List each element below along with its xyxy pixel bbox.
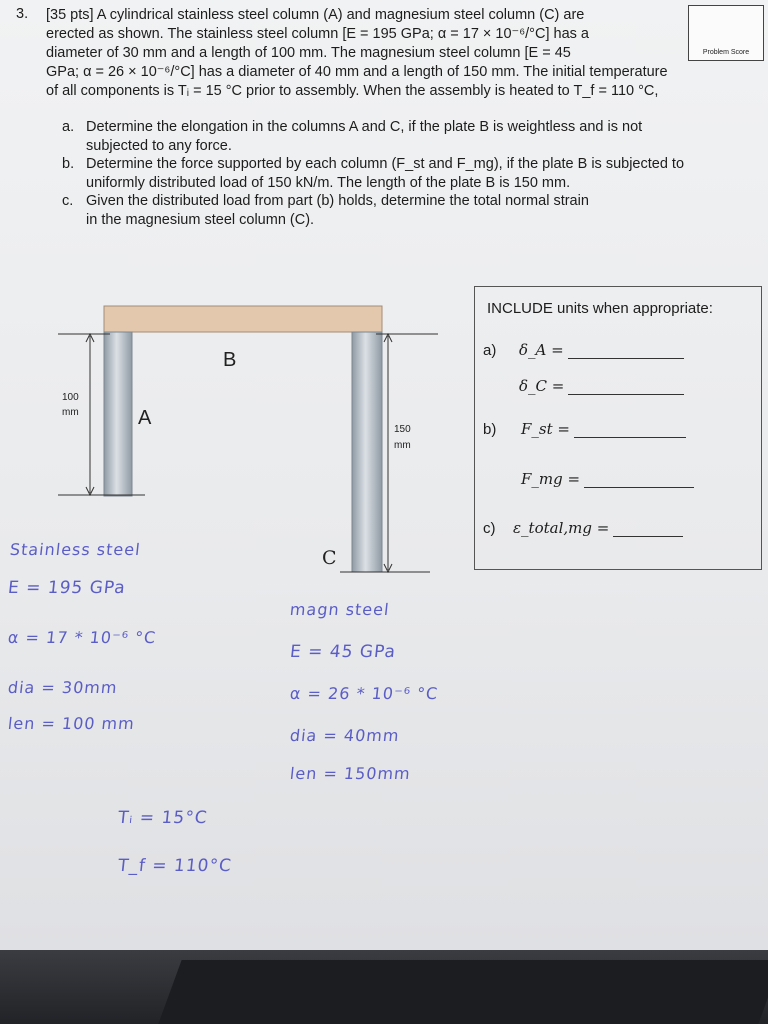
note-mg-title: magn steel [289,600,391,619]
answer-label: c) [483,520,496,537]
delta-c-symbol: δ_C = [519,377,565,395]
label-b: B [223,349,237,371]
answer-delta-a [483,341,684,359]
part-label: a. [62,119,75,135]
problem-line-1: A cylindrical stainless steel column (A) and magnesium steel column (C) are [96,7,585,23]
part-text: Given the distributed load from part (b) holds, determine the total normal strain [86,193,589,209]
label-a: A [138,407,152,429]
note-mg-alpha: α = 26 * 10⁻⁶ °C [289,684,440,703]
delta-a-symbol: δ_A = [519,341,564,359]
problem-score-box [688,5,764,61]
problem-line-4: GPa; α = 26 × 10⁻⁶/°C] has a diameter of 40 mm and a length of 150 mm. The initial temperature [46,64,668,80]
part-c [62,192,762,229]
label-c: C [322,547,337,569]
answer-label: b) [483,421,497,438]
part-text: Determine the elongation in the columns A and C, if the plate B is weightless and is not [86,119,643,135]
note-tf: T_f = 110°C [116,856,233,876]
delta-a-blank[interactable] [568,357,684,359]
problem-score-label: Problem Score [702,49,750,56]
eps-blank[interactable] [613,535,683,537]
answer-box-title: INCLUDE units when appropriate: [487,300,713,317]
f-mg-symbol: F_mg = [521,470,581,488]
f-mg-blank[interactable] [584,486,694,488]
answer-eps [483,519,683,537]
part-text: subjected to any force. [86,137,232,154]
note-ss-alpha: α = 17 * 10⁻⁶ °C [7,628,158,647]
part-label: b. [62,156,75,172]
note-ss-len: len = 100 mm [7,714,136,733]
plate-b [104,306,382,332]
eps-symbol: ε_total,mg = [513,519,610,537]
problem-statement [46,6,674,101]
part-text: in the magnesium steel column (C). [86,211,315,228]
column-a [104,332,132,496]
question-parts [62,118,762,229]
note-ti: Tᵢ = 15°C [116,808,209,828]
part-b [62,155,762,192]
f-st-blank[interactable] [574,436,686,438]
answer-f-mg [521,470,694,488]
question-number: 3. [16,6,29,22]
note-mg-e: E = 45 GPa [288,642,397,662]
question-points: [35 pts] [46,7,94,23]
dim-a-unit: mm [62,407,79,418]
answer-label: a) [483,342,497,359]
note-ss-dia: dia = 30mm [7,678,119,697]
answer-delta-c [519,377,684,395]
f-st-symbol: F_st = [521,420,570,438]
problem-line-5: of all components is Tᵢ = 15 °C prior to assembly. When the assembly is heated to T_f = 110 °C, [46,83,659,99]
column-c [352,332,382,572]
note-mg-dia: dia = 40mm [289,726,401,745]
part-label: c. [62,193,74,209]
dim-a-value: 100 [62,392,79,403]
part-a [62,118,762,155]
note-mg-len: len = 150mm [289,764,412,783]
part-text: uniformly distributed load of 150 kN/m. The length of the plate B is 150 mm. [86,174,571,191]
problem-line-2: erected as shown. The stainless steel column [E = 195 GPa; α = 17 × 10⁻⁶/°C] has a [46,26,589,42]
note-ss-title: Stainless steel [9,540,142,559]
answer-f-st [483,420,686,438]
answer-box [474,286,762,570]
problem-line-3: diameter of 30 mm and a length of 100 mm. The magnesium steel column [E = 45 [46,45,571,61]
desk-shadow-dark [158,960,768,1024]
delta-c-blank[interactable] [568,393,684,395]
dim-c-unit: mm [394,440,411,451]
part-text: Determine the force supported by each column (F_st and F_mg), if the plate B is subjected to [86,156,685,172]
dim-c-value: 150 [394,424,411,435]
note-ss-e: E = 195 GPa [6,578,127,598]
